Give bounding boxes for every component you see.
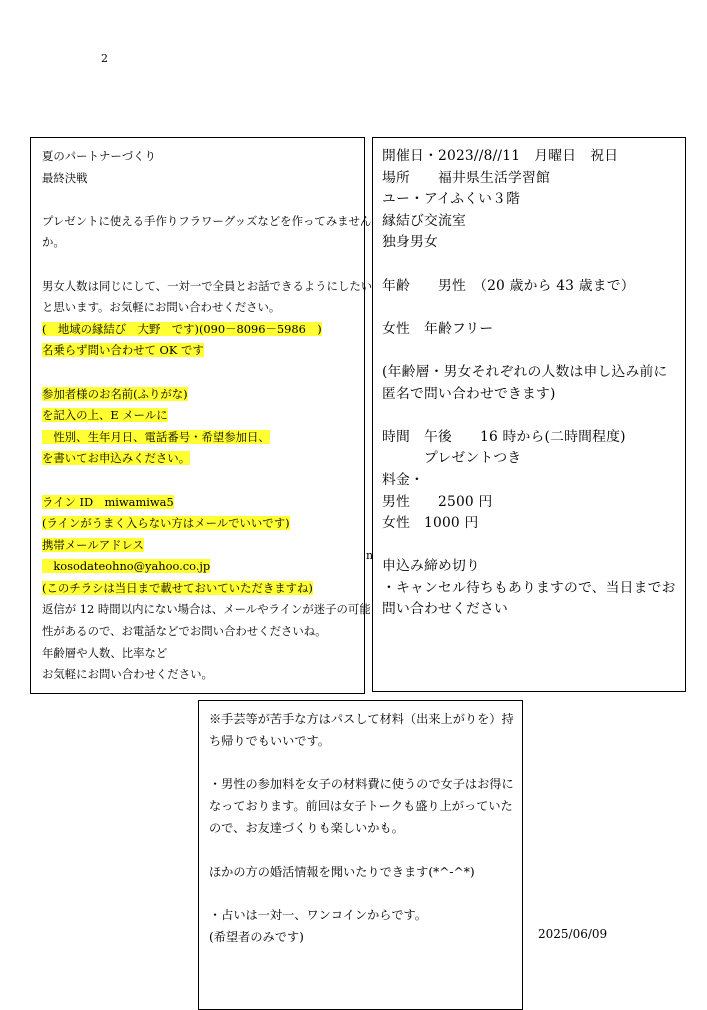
event-detail-line: 縁結び交流室	[382, 212, 466, 229]
body-text: お気軽にお問い合わせください。	[42, 667, 213, 682]
contact-line	[42, 664, 354, 686]
contact-line	[42, 232, 354, 254]
contact-line	[42, 599, 371, 621]
contact-line	[42, 578, 354, 600]
highlighted-text: 携帯メールアドレス	[42, 537, 144, 552]
blank-line	[42, 470, 354, 492]
blank-line	[209, 840, 512, 862]
event-detail-line: 問い合わせください	[382, 601, 508, 618]
contact-line	[42, 643, 354, 665]
highlighted-text: を書いてお申込みください。	[42, 451, 191, 466]
contact-line	[42, 513, 354, 535]
event-detail-line: 申込み締め切り	[382, 558, 480, 575]
highlighted-text: を記入の上、E メールに	[42, 408, 168, 423]
body-text: 年齢層や人数、比率など	[42, 645, 168, 660]
contact-line	[42, 168, 354, 190]
body-text: 夏のパートナーづくり	[42, 149, 156, 163]
contact-line	[42, 556, 354, 578]
blank-line	[42, 254, 354, 276]
contact-line	[42, 535, 354, 557]
contact-line	[42, 276, 373, 298]
event-detail-line: ユー・アイふくい３階	[382, 191, 521, 208]
contact-line	[42, 492, 354, 514]
highlighted-text: (このチラシは当日まで載せておいていただきますね)	[42, 580, 313, 595]
event-detail-line: 独身男女	[382, 234, 438, 251]
event-detail-line: 開催日・2023//8//11 月曜日 祝日	[382, 148, 619, 164]
note-line: ・占いは一対一、ワンコインからです。	[209, 908, 427, 923]
notes-box	[198, 700, 523, 1010]
event-details-box	[372, 137, 686, 692]
contact-line	[42, 340, 354, 362]
contact-line	[42, 384, 354, 406]
contact-line	[42, 211, 372, 233]
note-line: ※手芸等が苦手な方はパスして材料（出来上がりを）持	[209, 712, 514, 726]
blank-line	[382, 405, 677, 427]
document-date: 2025/06/09	[538, 927, 608, 941]
contact-line	[42, 427, 354, 449]
contact-line	[42, 405, 354, 427]
contact-line	[42, 448, 354, 470]
blank-line	[382, 340, 677, 362]
blank-line	[382, 254, 677, 276]
body-text: と思います。お気軽にお問い合わせください。	[42, 300, 281, 315]
contact-line	[42, 319, 354, 341]
blank-line	[382, 297, 677, 319]
highlighted-text: ライン ID miwamiwa5	[42, 494, 174, 509]
note-line: (希望者のみです)	[209, 929, 304, 944]
contact-line	[42, 297, 354, 319]
body-text: 最終決戦	[42, 170, 88, 185]
event-detail-line: 料金・	[382, 471, 424, 488]
blank-line	[42, 189, 354, 211]
body-text: か。	[42, 235, 65, 250]
event-detail-line: 女性 1000 円	[382, 515, 479, 532]
event-detail-line: 匿名で問い合わせできます)	[382, 385, 556, 402]
highlighted-text: kosodateohno@yahoo.co.jp	[42, 559, 211, 574]
highlighted-text: 名乗らず問い合わせて OK です	[42, 343, 204, 358]
highlighted-text: ( 地域の縁結び 大野 です)(090－8096－5986 )	[42, 321, 322, 336]
event-detail-line: ・キャンセル待ちもありますので、当日までお	[382, 579, 676, 596]
blank-line	[209, 883, 512, 905]
body-text: 返信が 12 時間以内にない場合は、メールやラインが迷子の可能	[42, 602, 371, 617]
page-number: 2	[101, 52, 108, 65]
note-line: ・男性の参加料を女子の材料費に使うので女子はお得に	[209, 777, 514, 792]
stray-mark: n	[366, 549, 374, 562]
event-detail-line: 時間 午後 16 時から(二時間程度)	[382, 428, 626, 445]
event-detail-line: 女性 年齢フリー	[382, 320, 494, 337]
body-text: 性があるので、お電話などでお問い合わせくださいね。	[42, 624, 327, 639]
event-detail-line: プレゼントつき	[382, 450, 522, 467]
note-line: ち帰りでもいいです。	[209, 733, 330, 748]
event-detail-line: (年齢層・男女それぞれの人数は申し込み前に	[382, 363, 668, 380]
blank-line	[42, 362, 354, 384]
event-detail-line: 年齢 男性 （20 歳から 43 歳まで）	[382, 277, 635, 294]
contact-info-box	[30, 137, 373, 694]
contact-line	[42, 146, 354, 168]
note-line: ので、お友達づくりも楽しいかも。	[209, 820, 404, 835]
contact-line	[42, 621, 354, 643]
event-detail-line: 男性 2500 円	[382, 493, 493, 510]
highlighted-text: 性別、生年月日、電話番号・希望参加日、	[42, 429, 270, 444]
body-text: 男女人数は同じにして、一対一で全員とお話できるようにしたい	[42, 278, 373, 293]
blank-line	[382, 535, 677, 557]
event-detail-line: 場所 福井県生活学習館	[382, 169, 550, 186]
highlighted-text: 参加者様のお名前(ふりがな)	[42, 386, 188, 401]
note-line: ほかの方の婚活情報を聞いたりできます(*^-^*)	[209, 864, 475, 879]
blank-line	[209, 753, 512, 775]
highlighted-text: (ラインがうまく入らない方はメールでいいです)	[42, 516, 290, 531]
body-text: プレゼントに使える手作りフラワーグッズなどを作ってみません	[42, 213, 372, 228]
note-line: なっております。前回は女子トークも盛り上がっていた	[209, 799, 513, 814]
